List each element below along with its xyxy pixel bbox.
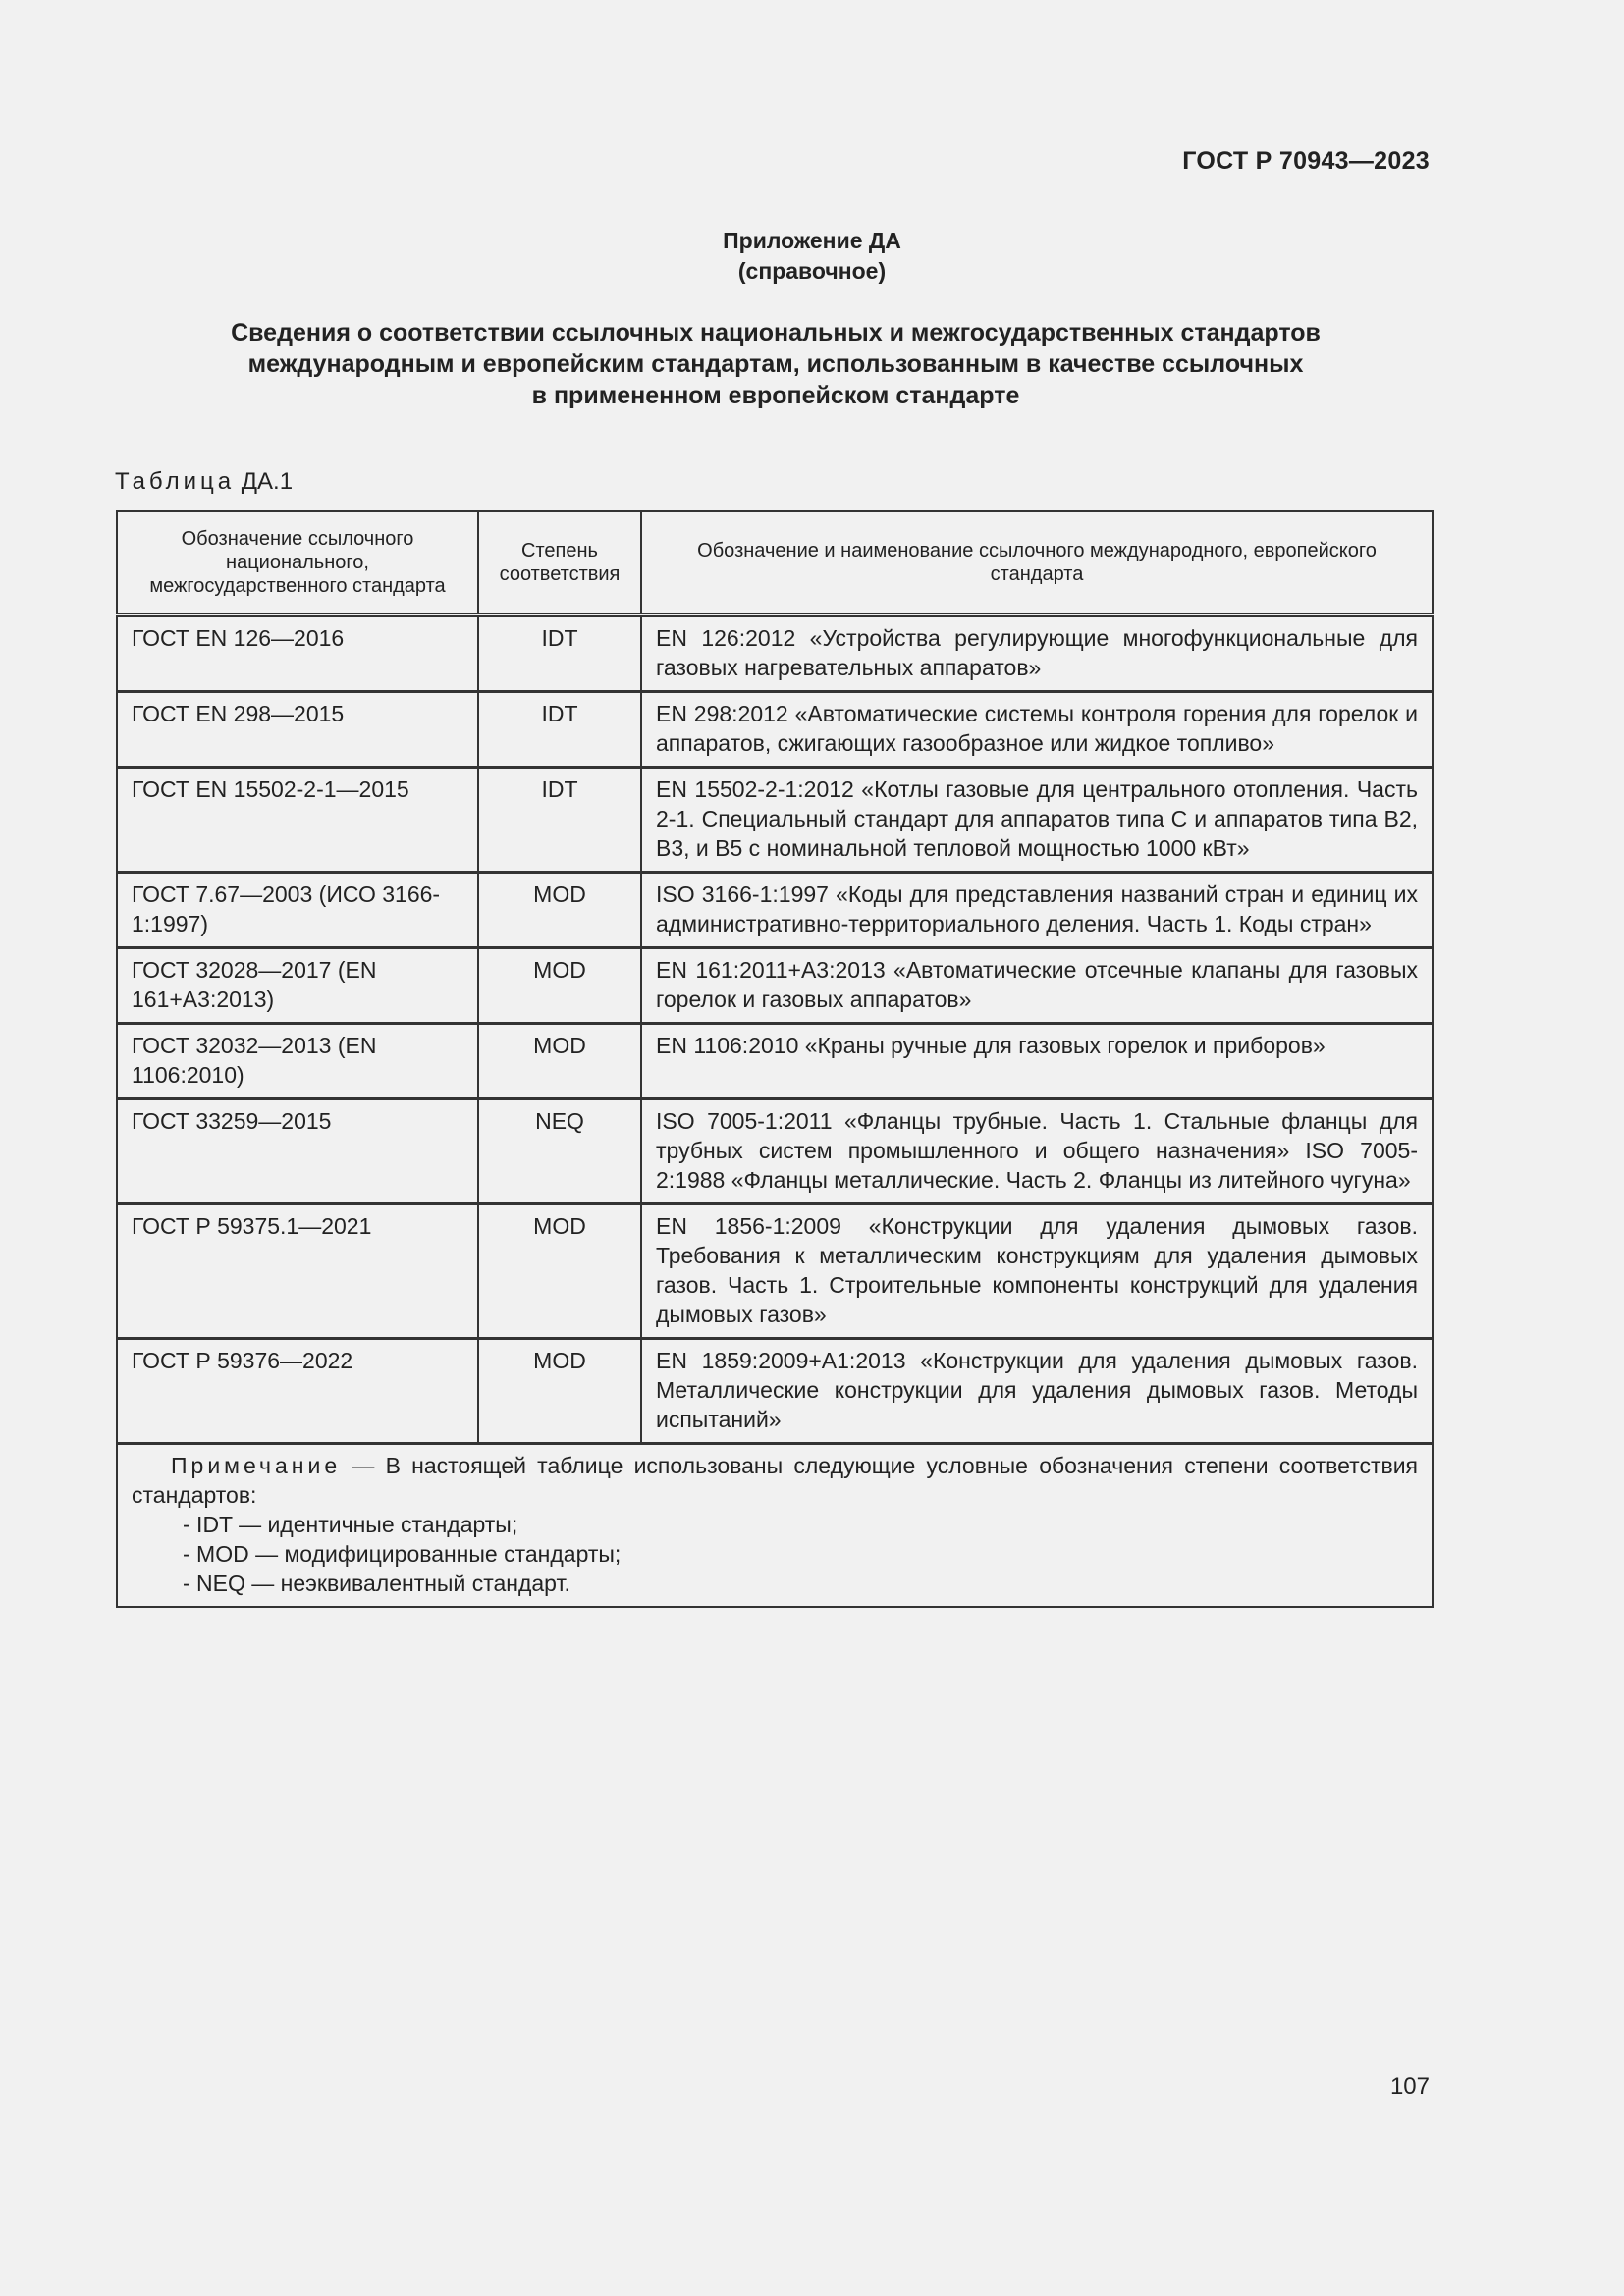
table-header-row [117,511,1433,615]
cell-national: ГОСТ Р 59375.1—2021 [117,1204,478,1339]
table-row [117,768,1433,873]
cell-degree: MOD [478,1204,641,1339]
table-note [117,1444,1433,1608]
cell-international: EN 298:2012 «Автоматические системы контроля горения для горелок и аппаратов, сжигающих газообразное или жидкое топливо» [641,692,1433,768]
table-caption [115,468,293,496]
note-item: - NEQ — неэквивалентный стандарт. [183,1571,570,1596]
page-number: 107 [1389,2073,1430,2100]
note-item: - MOD — модифицированные стандарты; [183,1541,622,1567]
cell-international: EN 126:2012 «Устройства регулирующие многофункциональные для газовых нагревательных аппаратов» [641,615,1433,692]
header-degree: Степень соответствия [478,511,641,615]
appendix-subtitle: (справочное) [737,258,887,284]
table-row [117,692,1433,768]
cell-degree: MOD [478,1024,641,1099]
note-item: - IDT — идентичные стандарты; [183,1512,518,1537]
table-caption-label: Таблица [115,468,236,495]
cell-degree: IDT [478,768,641,873]
cell-degree: MOD [478,1339,641,1444]
table-row [117,1339,1433,1444]
table-note-row [117,1444,1433,1608]
cell-national: ГОСТ 32028—2017 (EN 161+A3:2013) [117,948,478,1024]
section-title-line: Сведения о соответствии ссылочных национальных и межгосударственных стандартов [231,319,1321,347]
cell-degree: IDT [478,615,641,692]
section-title-line: международным и европейским стандартам, использованным в качестве ссылочных [247,350,1304,378]
appendix-title: Приложение ДА [723,228,901,253]
table-row [117,615,1433,692]
note-text: — В настоящей таблице использованы следующие условные обозначения степени соответствия стандартов: [132,1453,1418,1508]
cell-degree: NEQ [478,1099,641,1204]
table-row [117,948,1433,1024]
cell-international: EN 1856-1:2009 «Конструкции для удаления дымовых газов. Требования к металлическим конструкциям для удаления дымовых газов. Часть 1. Строительные компоненты конструкций для удаления дымовых газов» [641,1204,1433,1339]
cell-degree: MOD [478,948,641,1024]
header-international-standard: Обозначение и наименование ссылочного международного, европейского стандарта [641,511,1433,615]
section-title [137,317,1414,411]
cell-international: ISO 7005-1:2011 «Фланцы трубные. Часть 1. Стальные фланцы для трубных систем промышленного и общего назначения» ISO 7005-2:1988 «Фланцы металлические. Часть 2. Фланцы из литейного чугуна» [641,1099,1433,1204]
table-row [117,873,1433,948]
cell-degree: MOD [478,873,641,948]
table-row [117,1204,1433,1339]
cell-international: EN 161:2011+A3:2013 «Автоматические отсечные клапаны для газовых горелок и газовых аппаратов» [641,948,1433,1024]
header-national-standard: Обозначение ссылочного национального, межгосударственного стандарта [117,511,478,615]
table-caption-number: ДА.1 [241,468,294,495]
cell-national: ГОСТ 32032—2013 (EN 1106:2010) [117,1024,478,1099]
cell-national: ГОСТ EN 298—2015 [117,692,478,768]
cell-international: EN 1859:2009+A1:2013 «Конструкции для удаления дымовых газов. Металлические конструкции для удаления дымовых газов. Методы испытаний» [641,1339,1433,1444]
cell-international: EN 15502-2-1:2012 «Котлы газовые для центрального отопления. Часть 2-1. Специальный стандарт для аппаратов типа С и аппаратов типа В2, В3, и В5 с номинальной тепловой мощностью 1000 кВт» [641,768,1433,873]
note-intro [132,1451,1418,1510]
correspondence-table [116,510,1434,1608]
table-row [117,1024,1433,1099]
cell-national: ГОСТ 7.67—2003 (ИСО 3166-1:1997) [117,873,478,948]
cell-international: ISO 3166-1:1997 «Коды для представления названий стран и единиц их административно-территориального деления. Часть 1. Коды стран» [641,873,1433,948]
cell-national: ГОСТ EN 15502-2-1—2015 [117,768,478,873]
cell-degree: IDT [478,692,641,768]
table-row [117,1099,1433,1204]
cell-national: ГОСТ EN 126—2016 [117,615,478,692]
section-title-line: в примененном европейском стандарте [531,382,1020,409]
cell-international: EN 1106:2010 «Краны ручные для газовых горелок и приборов» [641,1024,1433,1099]
document-code: ГОСТ Р 70943—2023 [1182,147,1430,175]
cell-national: ГОСТ 33259—2015 [117,1099,478,1204]
cell-national: ГОСТ Р 59376—2022 [117,1339,478,1444]
note-label: Примечание [171,1453,342,1478]
